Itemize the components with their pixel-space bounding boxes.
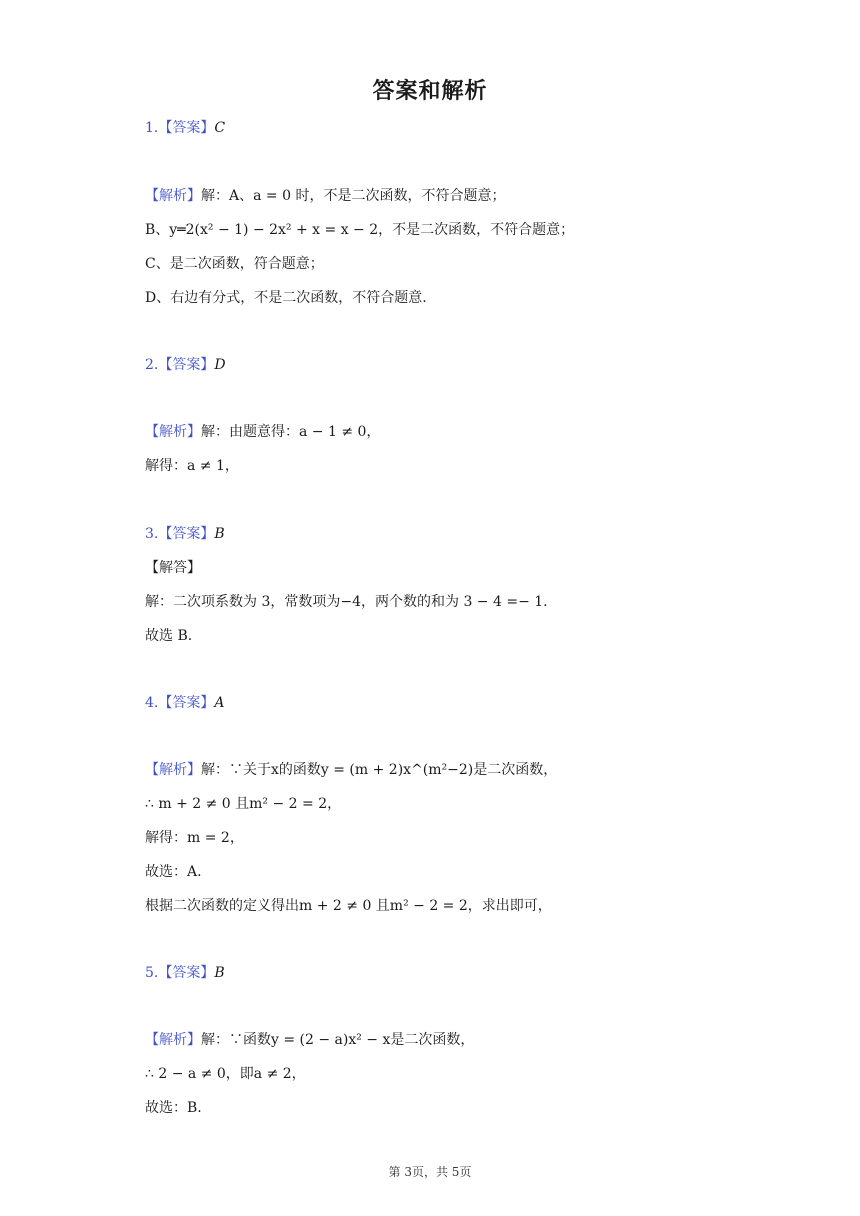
q1-analysis-line-1: [145, 186, 505, 206]
q2-analysis-line-1: [145, 422, 380, 442]
page-footer: 第 3页，共 5页: [388, 1165, 472, 1179]
q4-analysis-text-1: 解：∵关于x的函数y = (m + 2)x^(m²−2)是二次函数，: [201, 762, 558, 778]
q2-analysis-line-2: 解得：a ≠ 1，: [145, 458, 239, 474]
q1-answer-value: C: [214, 120, 226, 136]
q4-number: 4.: [145, 695, 159, 711]
q5-analysis-line-1: [145, 1030, 474, 1050]
q1-answer-tag: 【答案】: [158, 120, 215, 136]
q5-analysis-line-2: ∴ 2 − a ≠ 0，即a ≠ 2，: [145, 1066, 306, 1082]
q3-answer-tag: 【答案】: [158, 526, 215, 542]
page-title: 答案和解析: [372, 79, 488, 104]
q5-analysis-line-3: 故选：B.: [145, 1100, 202, 1116]
q3-solution-tag: 【解答】: [145, 560, 201, 576]
q4-answer-tag: 【答案】: [158, 695, 215, 711]
q5-analysis-text-1: 解：∵函数y = (2 − a)x² − x是二次函数，: [201, 1032, 475, 1048]
q2-answer-tag: 【答案】: [158, 357, 215, 373]
q3-number: 3.: [145, 526, 159, 542]
q2-analysis-text-1: 解：由题意得：a − 1 ≠ 0，: [201, 424, 381, 440]
q5-number: 5.: [145, 965, 159, 981]
q5-answer-heading: [145, 963, 225, 983]
q5-answer-tag: 【答案】: [158, 965, 215, 981]
q3-answer-value: B: [214, 526, 225, 542]
q1-analysis-text-1: 解：A、a = 0 时，不是二次函数，不符合题意；: [201, 188, 506, 204]
q4-analysis-line-3: 解得：m = 2，: [145, 830, 244, 846]
q4-answer-heading: [145, 693, 224, 713]
q4-answer-value: A: [214, 695, 225, 711]
q1-number: 1.: [145, 120, 159, 136]
q2-answer-value: D: [214, 357, 226, 373]
q3-solution-line-2: 故选 B.: [145, 628, 193, 644]
q1-answer-heading: [145, 118, 225, 138]
q1-analysis-tag: 【解析】: [145, 188, 201, 204]
q1-analysis-line-3: C、是二次函数，符合题意；: [145, 256, 324, 272]
q2-answer-heading: [145, 355, 226, 375]
q5-analysis-tag: 【解析】: [145, 1032, 201, 1048]
q1-analysis-line-2: B、y═2(x² − 1) − 2x² + x = x − 2，不是二次函数，不符合题意；: [145, 222, 575, 238]
q5-answer-value: B: [214, 965, 225, 981]
q3-answer-heading: [145, 524, 225, 544]
q2-analysis-tag: 【解析】: [145, 424, 201, 440]
q2-number: 2.: [145, 357, 159, 373]
q4-analysis-line-1: [145, 760, 557, 780]
q4-analysis-line-4: 故选：A.: [145, 864, 202, 880]
q4-analysis-tag: 【解析】: [145, 762, 201, 778]
q1-analysis-line-4: D、右边有分式，不是二次函数，不符合题意.: [145, 290, 427, 306]
q4-analysis-line-2: ∴ m + 2 ≠ 0 且m² − 2 = 2，: [145, 796, 342, 812]
q4-analysis-line-5: 根据二次函数的定义得出m + 2 ≠ 0 且m² − 2 = 2，求出即可，: [145, 898, 552, 914]
q3-solution-line-1: 解：二次项系数为 3，常数项为−4，两个数的和为 3 − 4 =− 1.: [145, 594, 548, 610]
